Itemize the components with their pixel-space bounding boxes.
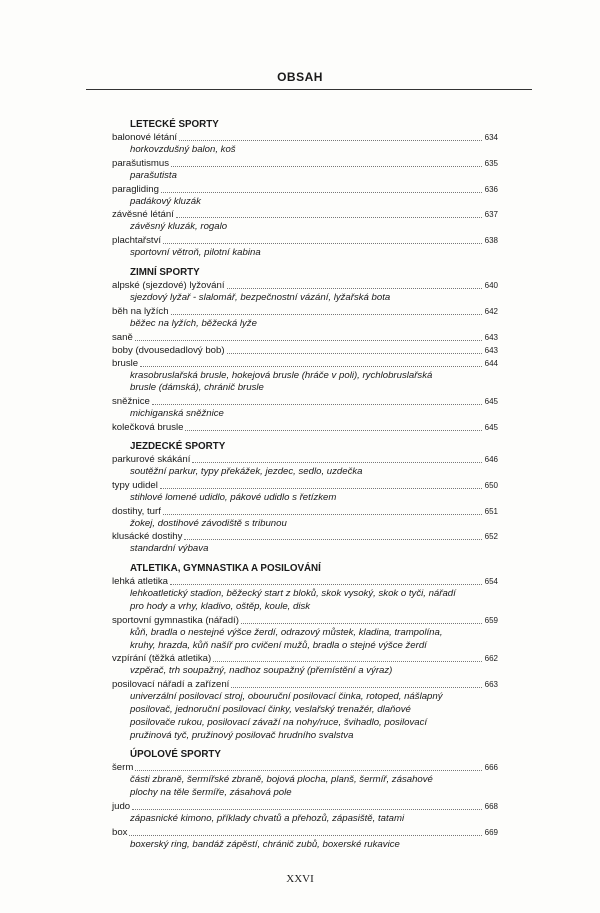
dot-leader (171, 166, 482, 167)
entry-description (112, 774, 498, 800)
entry-title: šerm (112, 762, 134, 774)
entry-page-number: 669 (484, 827, 498, 837)
entry-description-line: plochy na těle šermíře, zásahová pole (130, 787, 292, 799)
entry-description-line: kruhy, hrazda, kůň našíř pro cvičení mužů, bradla o stejné výšce žerdí (130, 639, 427, 651)
dot-leader (161, 192, 482, 193)
toc-entry[interactable] (112, 453, 498, 466)
entry-description-line: žokej, dostihové závodiště s tribunou (130, 517, 287, 529)
entry-page-number: 638 (484, 236, 498, 246)
entry-page-number: 663 (484, 680, 498, 690)
page-number: XXVI (286, 873, 314, 885)
entry-title: boby (dvousedadlový bob) (112, 344, 225, 356)
entry-description (112, 627, 498, 653)
entry-description (112, 492, 498, 505)
entry-title: parašutismus (112, 157, 170, 169)
dot-leader (179, 140, 482, 141)
toc-entry[interactable] (112, 344, 498, 357)
entry-description (112, 813, 498, 826)
toc-entry[interactable] (112, 305, 498, 318)
toc-entry[interactable] (112, 479, 498, 492)
entry-page-number: 636 (484, 184, 498, 194)
entry-description (112, 221, 498, 234)
dot-leader (227, 288, 482, 289)
entry-page-number: 662 (484, 654, 498, 664)
entry-description-line: univerzální posilovací stroj, obouruční posilovací činka, rotoped, nášlapný (130, 691, 443, 703)
section-heading: LETECKÉ SPORTY (130, 119, 219, 130)
entry-description (112, 408, 498, 421)
entry-description-line: lehkoatletický stadion, běžecký start z bloků, skok vysoký, skok o tyči, nářadí (130, 588, 456, 600)
entry-description (112, 370, 498, 396)
toc-entry[interactable] (112, 826, 498, 839)
dot-leader (231, 687, 481, 688)
toc-entry[interactable] (112, 131, 498, 144)
dot-leader (152, 404, 482, 405)
entry-description-line: krasobruslařská brusle, hokejová brusle (hráče v poli), rychlobruslařská (130, 369, 433, 381)
entry-page-number: 644 (484, 358, 498, 368)
toc-entry[interactable] (112, 395, 498, 408)
entry-title: saně (112, 331, 133, 343)
dot-leader (241, 623, 482, 624)
dot-leader (160, 488, 482, 489)
entry-title: typy udidel (112, 479, 158, 491)
entry-description-line: standardní výbava (130, 543, 209, 555)
entry-page-number: 637 (484, 210, 498, 220)
entry-description (112, 247, 498, 260)
entry-description-line: pro hody a vrhy, kladivo, oštěp, koule, disk (130, 600, 311, 612)
entry-description-line: části zbraně, šermířské zbraně, bojová plocha, planš, šermíř, zásahové (130, 774, 433, 786)
dot-leader (140, 366, 482, 367)
toc-entry[interactable] (112, 761, 498, 774)
entry-description-line: běžec na lyžích, běžecká lyže (130, 317, 257, 329)
entry-page-number: 654 (484, 577, 498, 587)
dot-leader (170, 584, 482, 585)
entry-description-line: michiganská sněžnice (130, 408, 224, 420)
entry-description-line: vzpěrač, trh soupažný, nadhoz soupažný (přemístění a výraz) (130, 665, 393, 677)
entry-description-line: posilovače rukou, posilovací závaží na nohy/ruce, švihadlo, posilovací (130, 716, 428, 728)
entry-page-number: 668 (484, 801, 498, 811)
toc-entry[interactable] (112, 157, 498, 170)
dot-leader (176, 217, 482, 218)
entry-title: brusle (112, 357, 139, 369)
entry-description (112, 170, 498, 183)
dot-leader (171, 314, 482, 315)
section-heading: ATLETIKA, GYMNASTIKA A POSILOVÁNÍ (130, 563, 321, 575)
entry-description-line: brusle (dámská), chránič brusle (130, 382, 264, 394)
entry-page-number: 650 (484, 480, 498, 490)
entry-title: plachtařství (112, 235, 162, 247)
entry-description-line: parašutista (130, 169, 177, 181)
entry-title: balonové létání (112, 132, 178, 143)
entry-description (112, 466, 498, 479)
table-of-contents (112, 118, 498, 852)
entry-title: klusácké dostihy (112, 531, 183, 543)
dot-leader (192, 462, 481, 463)
toc-entry[interactable] (112, 357, 498, 370)
entry-title: sněžnice (112, 396, 150, 408)
section-heading: ZIMNÍ SPORTY (130, 266, 200, 278)
entry-description-line: boxerský ring, bandáž zápěstí, chránič zubů, boxerské rukavice (130, 838, 400, 850)
entry-description-line: padákový kluzák (130, 195, 201, 207)
entry-page-number: 640 (484, 280, 498, 290)
entry-title: vzpírání (těžká atletika) (112, 653, 212, 665)
entry-title: kolečková brusle (112, 421, 184, 433)
toc-entry[interactable] (112, 183, 498, 196)
entry-description (112, 588, 498, 614)
entry-description (112, 144, 498, 157)
entry-description-line: zápasnické kimono, příklady chvatů a přehozů, zápasiště, tatami (130, 812, 405, 824)
entry-title: box (112, 826, 128, 838)
entry-page-number: 646 (484, 454, 498, 464)
toc-entry[interactable] (112, 652, 498, 665)
entry-description (112, 196, 498, 209)
entry-description-line: horkovzdušný balon, koš (130, 144, 236, 155)
entry-description-line: soutěžní parkur, typy překážek, jezdec, sedlo, uzdečka (130, 465, 363, 477)
dot-leader (213, 661, 481, 662)
entry-page-number: 643 (484, 345, 498, 355)
entry-page-number: 643 (484, 332, 498, 342)
entry-page-number: 645 (484, 397, 498, 407)
toc-entry[interactable] (112, 678, 498, 691)
entry-page-number: 666 (484, 763, 498, 773)
page-title: OBSAH (277, 70, 323, 84)
entry-page-number: 645 (484, 422, 498, 432)
entry-page-number: 634 (484, 133, 498, 142)
entry-description (112, 691, 498, 742)
section-heading: JEZDECKÉ SPORTY (130, 440, 226, 452)
toc-entry[interactable] (112, 800, 498, 813)
toc-entry[interactable] (112, 279, 498, 292)
dot-leader (227, 353, 482, 354)
dot-leader (163, 243, 482, 244)
toc-entry[interactable] (112, 530, 498, 543)
entry-description (112, 543, 498, 556)
entry-title: posilovací nářadí a zařízení (112, 679, 230, 691)
entry-description (112, 318, 498, 331)
toc-entry[interactable] (112, 614, 498, 627)
title-rule (86, 89, 532, 90)
toc-entry[interactable] (112, 421, 498, 434)
entry-title: běh na lyžích (112, 305, 169, 317)
entry-page-number: 652 (484, 532, 498, 542)
entry-title: parkurové skákání (112, 453, 191, 465)
entry-title: závěsné létání (112, 209, 174, 221)
toc-entry[interactable] (112, 575, 498, 588)
entry-page-number: 635 (484, 158, 498, 168)
entry-description-line: pružinová tyč, pružinový posilovač hrudního svalstva (130, 729, 354, 741)
entry-description-line: sportovní větroň, pilotní kabina (130, 247, 261, 259)
entry-page-number: 659 (484, 615, 498, 625)
entry-title: sportovní gymnastika (nářadí) (112, 614, 239, 626)
entry-title: judo (112, 800, 131, 812)
dot-leader (184, 539, 481, 540)
entry-description-line: sjezdový lyžař - slalomář, bezpečnostní vázání, lyžařská bota (130, 291, 391, 303)
entry-page-number: 651 (484, 506, 498, 516)
dot-leader (135, 340, 482, 341)
toc-entry[interactable] (112, 208, 498, 221)
dot-leader (185, 430, 481, 431)
dot-leader (163, 514, 482, 515)
dot-leader (129, 835, 481, 836)
dot-leader (132, 809, 482, 810)
entry-description-line: kůň, bradla o nestejné výšce žerdí, odrazový můstek, kladina, trampolína, (130, 626, 443, 638)
entry-title: dostihy, turf (112, 505, 161, 517)
entry-description-line: posilovač, jednoruční posilovací činky, veslařský trenažér, dlaňové (130, 703, 411, 715)
entry-description (112, 665, 498, 678)
section-heading: ÚPOLOVÉ SPORTY (130, 749, 221, 761)
toc-entry[interactable] (112, 234, 498, 247)
dot-leader (135, 770, 481, 771)
entry-description (112, 518, 498, 531)
toc-entry[interactable] (112, 505, 498, 518)
entry-title: lehká atletika (112, 576, 168, 588)
entry-title: paragliding (112, 183, 159, 195)
toc-entry[interactable] (112, 331, 498, 344)
entry-description-line: stihlové lomené udidlo, pákové udidlo s řetízkem (130, 491, 337, 503)
entry-page-number: 642 (484, 306, 498, 316)
entry-title: alpské (sjezdové) lyžování (112, 279, 225, 291)
entry-description (112, 839, 498, 852)
entry-description (112, 292, 498, 305)
entry-description-line: závěsný kluzák, rogalo (130, 221, 228, 233)
